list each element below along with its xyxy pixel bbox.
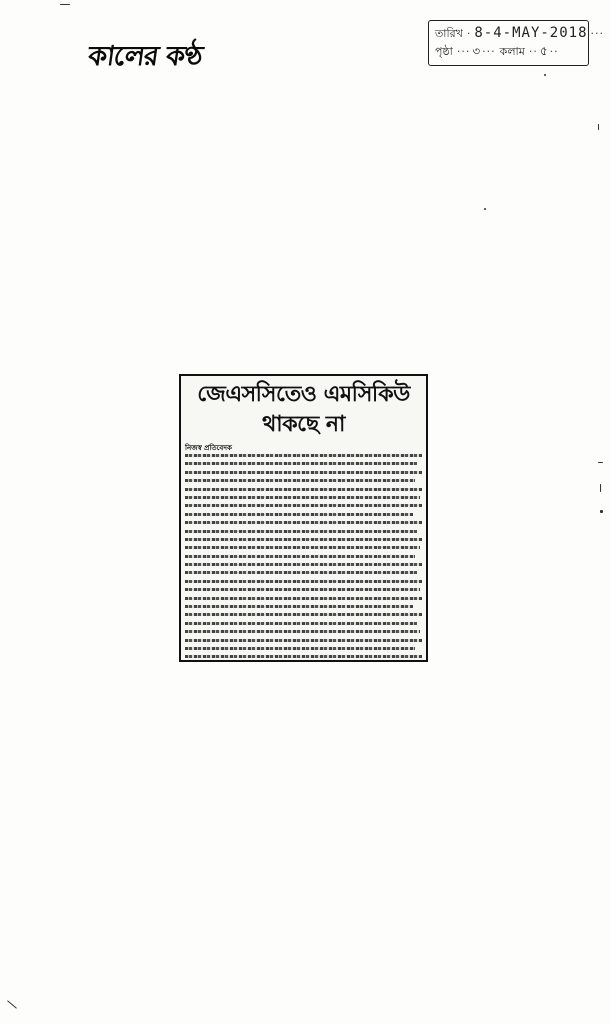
stamp-date-row: তারিখ · 8-4-MAY-2018 ···: [435, 25, 582, 43]
stamp-date-label: তারিখ: [435, 27, 463, 40]
stamp-column-value: ৫: [539, 44, 548, 58]
headline-line-1: জেএসসিতেও এমসিকিউ: [197, 382, 410, 407]
article-text-line: [185, 622, 417, 625]
article-text-line: [185, 571, 417, 574]
article-text-line: [185, 588, 420, 591]
article-text-line: [185, 504, 422, 507]
article-text-line: [185, 513, 413, 516]
article-text-line: [185, 647, 415, 650]
news-clipping: [179, 374, 428, 662]
stamp-date-value: 8-4-MAY-2018: [474, 25, 588, 41]
article-text-line: [185, 488, 422, 491]
scan-speck: [598, 124, 599, 130]
stamp-page-value: ৩: [472, 44, 481, 58]
scan-speck: [600, 484, 601, 492]
article-text-line: [185, 555, 415, 558]
stamp-column-label: কলাম: [499, 45, 525, 58]
article-text-line: [185, 530, 417, 533]
article-text-line: [185, 454, 422, 457]
scan-speck: [544, 74, 546, 76]
article-text-line: [185, 639, 422, 642]
scan-speck: [7, 1000, 17, 1008]
scan-speck: [600, 510, 603, 513]
article-text-line: [185, 655, 422, 658]
article-text-line: [185, 479, 415, 482]
clipping-byline: নিজস্ব প্রতিবেদক: [185, 444, 232, 452]
clipping-headline: [181, 380, 426, 440]
article-text-line: [185, 546, 420, 549]
article-text-line: [185, 613, 422, 616]
scan-speck: [598, 462, 603, 463]
article-text-line: [185, 563, 422, 566]
article-text-line: [185, 597, 422, 600]
article-text-line: [185, 462, 417, 465]
scan-speck: [60, 4, 70, 5]
article-text-line: [185, 471, 422, 474]
headline-line-2: থাকছে না: [262, 412, 345, 437]
article-text-line: [185, 630, 420, 633]
scan-speck: [484, 208, 486, 210]
article-text-line: [185, 496, 420, 499]
newspaper-masthead: কালের কণ্ঠ: [86, 41, 205, 72]
article-text-line: [185, 538, 422, 541]
article-text-line: [185, 521, 422, 524]
date-stamp: [428, 20, 605, 66]
article-text-line: [185, 580, 422, 583]
stamp-page-label: পৃষ্ঠা: [435, 45, 453, 58]
stamp-page-row: পৃষ্ঠা ··· ৩ ··· কলাম ·· ৫ ··: [435, 43, 582, 61]
article-body: [185, 454, 422, 662]
article-text-line: [185, 605, 413, 608]
